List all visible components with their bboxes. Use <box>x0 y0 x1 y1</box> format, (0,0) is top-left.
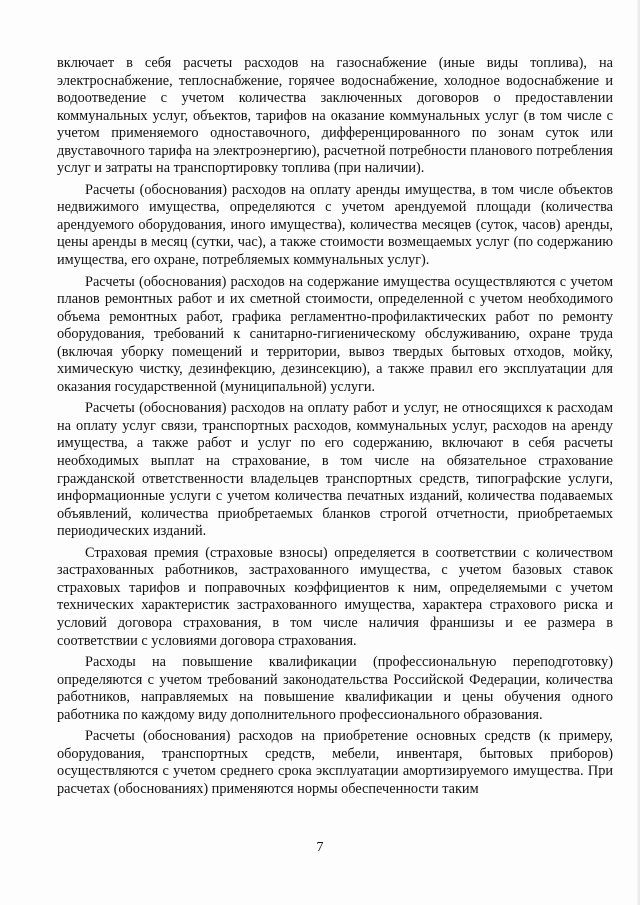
page-number: 7 <box>316 840 324 855</box>
paragraph-continuation: включает в себя расчеты расходов на газоснабжение (иные виды топлива), на электроснабжение, теплоснабжение, горячее водоснабжение, холодное водоснабжение и водоотведение с учетом количества заключенных договоров о предоставлении коммунальных услуг, объектов, тарифов на оказание коммунальных услуг (в том числе с учетом применяемого одноставочного, дифференцированного по зонам суток или двуставочного тарифа на электроэнергию), расчетной потребности планового потребления услуг и затраты на транспортировку топлива (при наличии). <box>57 55 613 177</box>
paragraph-other-services: Расчеты (обоснования) расходов на оплату работ и услуг, не относящихся к расходам на оплату услуг связи, транспортных расходов, коммунальных услуг, расходов на аренду имущества, а также работ и услуг по его содержанию, включают в себя расчеты необходимых выплат на страхование, в том числе на обязательное страхование гражданской ответственности владельцев транспортных средств, типографские услуги, информационные услуги с учетом количества печатных изданий, количества подаваемых объявлений, количества приобретаемых бланков строгой отчетности, приобретаемых периодических изданий. <box>57 400 613 540</box>
paragraph-rent: Расчеты (обоснования) расходов на оплату аренды имущества, в том числе объектов недвижимого имущества, определяются с учетом арендуемой площади (количества арендуемого оборудования, иного имущества), количества месяцев (суток, часов) аренды, цены аренды в месяц (сутки, час), а также стоимости возмещаемых услуг (по содержанию имущества, его охране, потребляемых коммунальных услуг). <box>57 181 613 269</box>
paragraph-training: Расходы на повышение квалификации (профессиональную переподготовку) определяются с учетом требований законодательства Российской Федерации, количества работников, направляемых на повышение квалификации и цены обучения одного работника по каждому виду дополнительного профессионального образования. <box>57 654 613 723</box>
paragraph-maintenance: Расчеты (обоснования) расходов на содержание имущества осуществляются с учетом планов ремонтных работ и их сметной стоимости, определенной с учетом необходимого объема ремонтных работ, графика регламентно-профилактических работ по ремонту оборудования, требований к санитарно-гигиеническому обслуживанию, охране труда (включая уборку помещений и территории, вывоз твердых бытовых отходов, мойку, химическую чистку, дезинфекцию, дезинсекцию), а также правил его эксплуатации для оказания государственной (муниципальной) услуги. <box>57 273 613 395</box>
paragraph-insurance: Страховая премия (страховые взносы) определяется в соответствии с количеством застрахованных работников, застрахованного имущества, с учетом базовых ставок страховых тарифов и поправочных коэффициентов к ним, определяемыми с учетом технических характеристик застрахованного имущества, характера страхового риска и условий договора страхования, в том числе наличия франшизы и ее размера в соответствии с условиями договора страхования. <box>57 544 613 649</box>
paragraph-fixed-assets: Расчеты (обоснования) расходов на приобретение основных средств (к примеру, оборудования, транспортных средств, мебели, инвентаря, бытовых приборов) осуществляются с учетом среднего срока эксплуатации амортизируемого имущества. При расчетах (обоснованиях) применяются нормы обеспеченности таким <box>57 728 613 797</box>
document-body <box>57 55 613 802</box>
